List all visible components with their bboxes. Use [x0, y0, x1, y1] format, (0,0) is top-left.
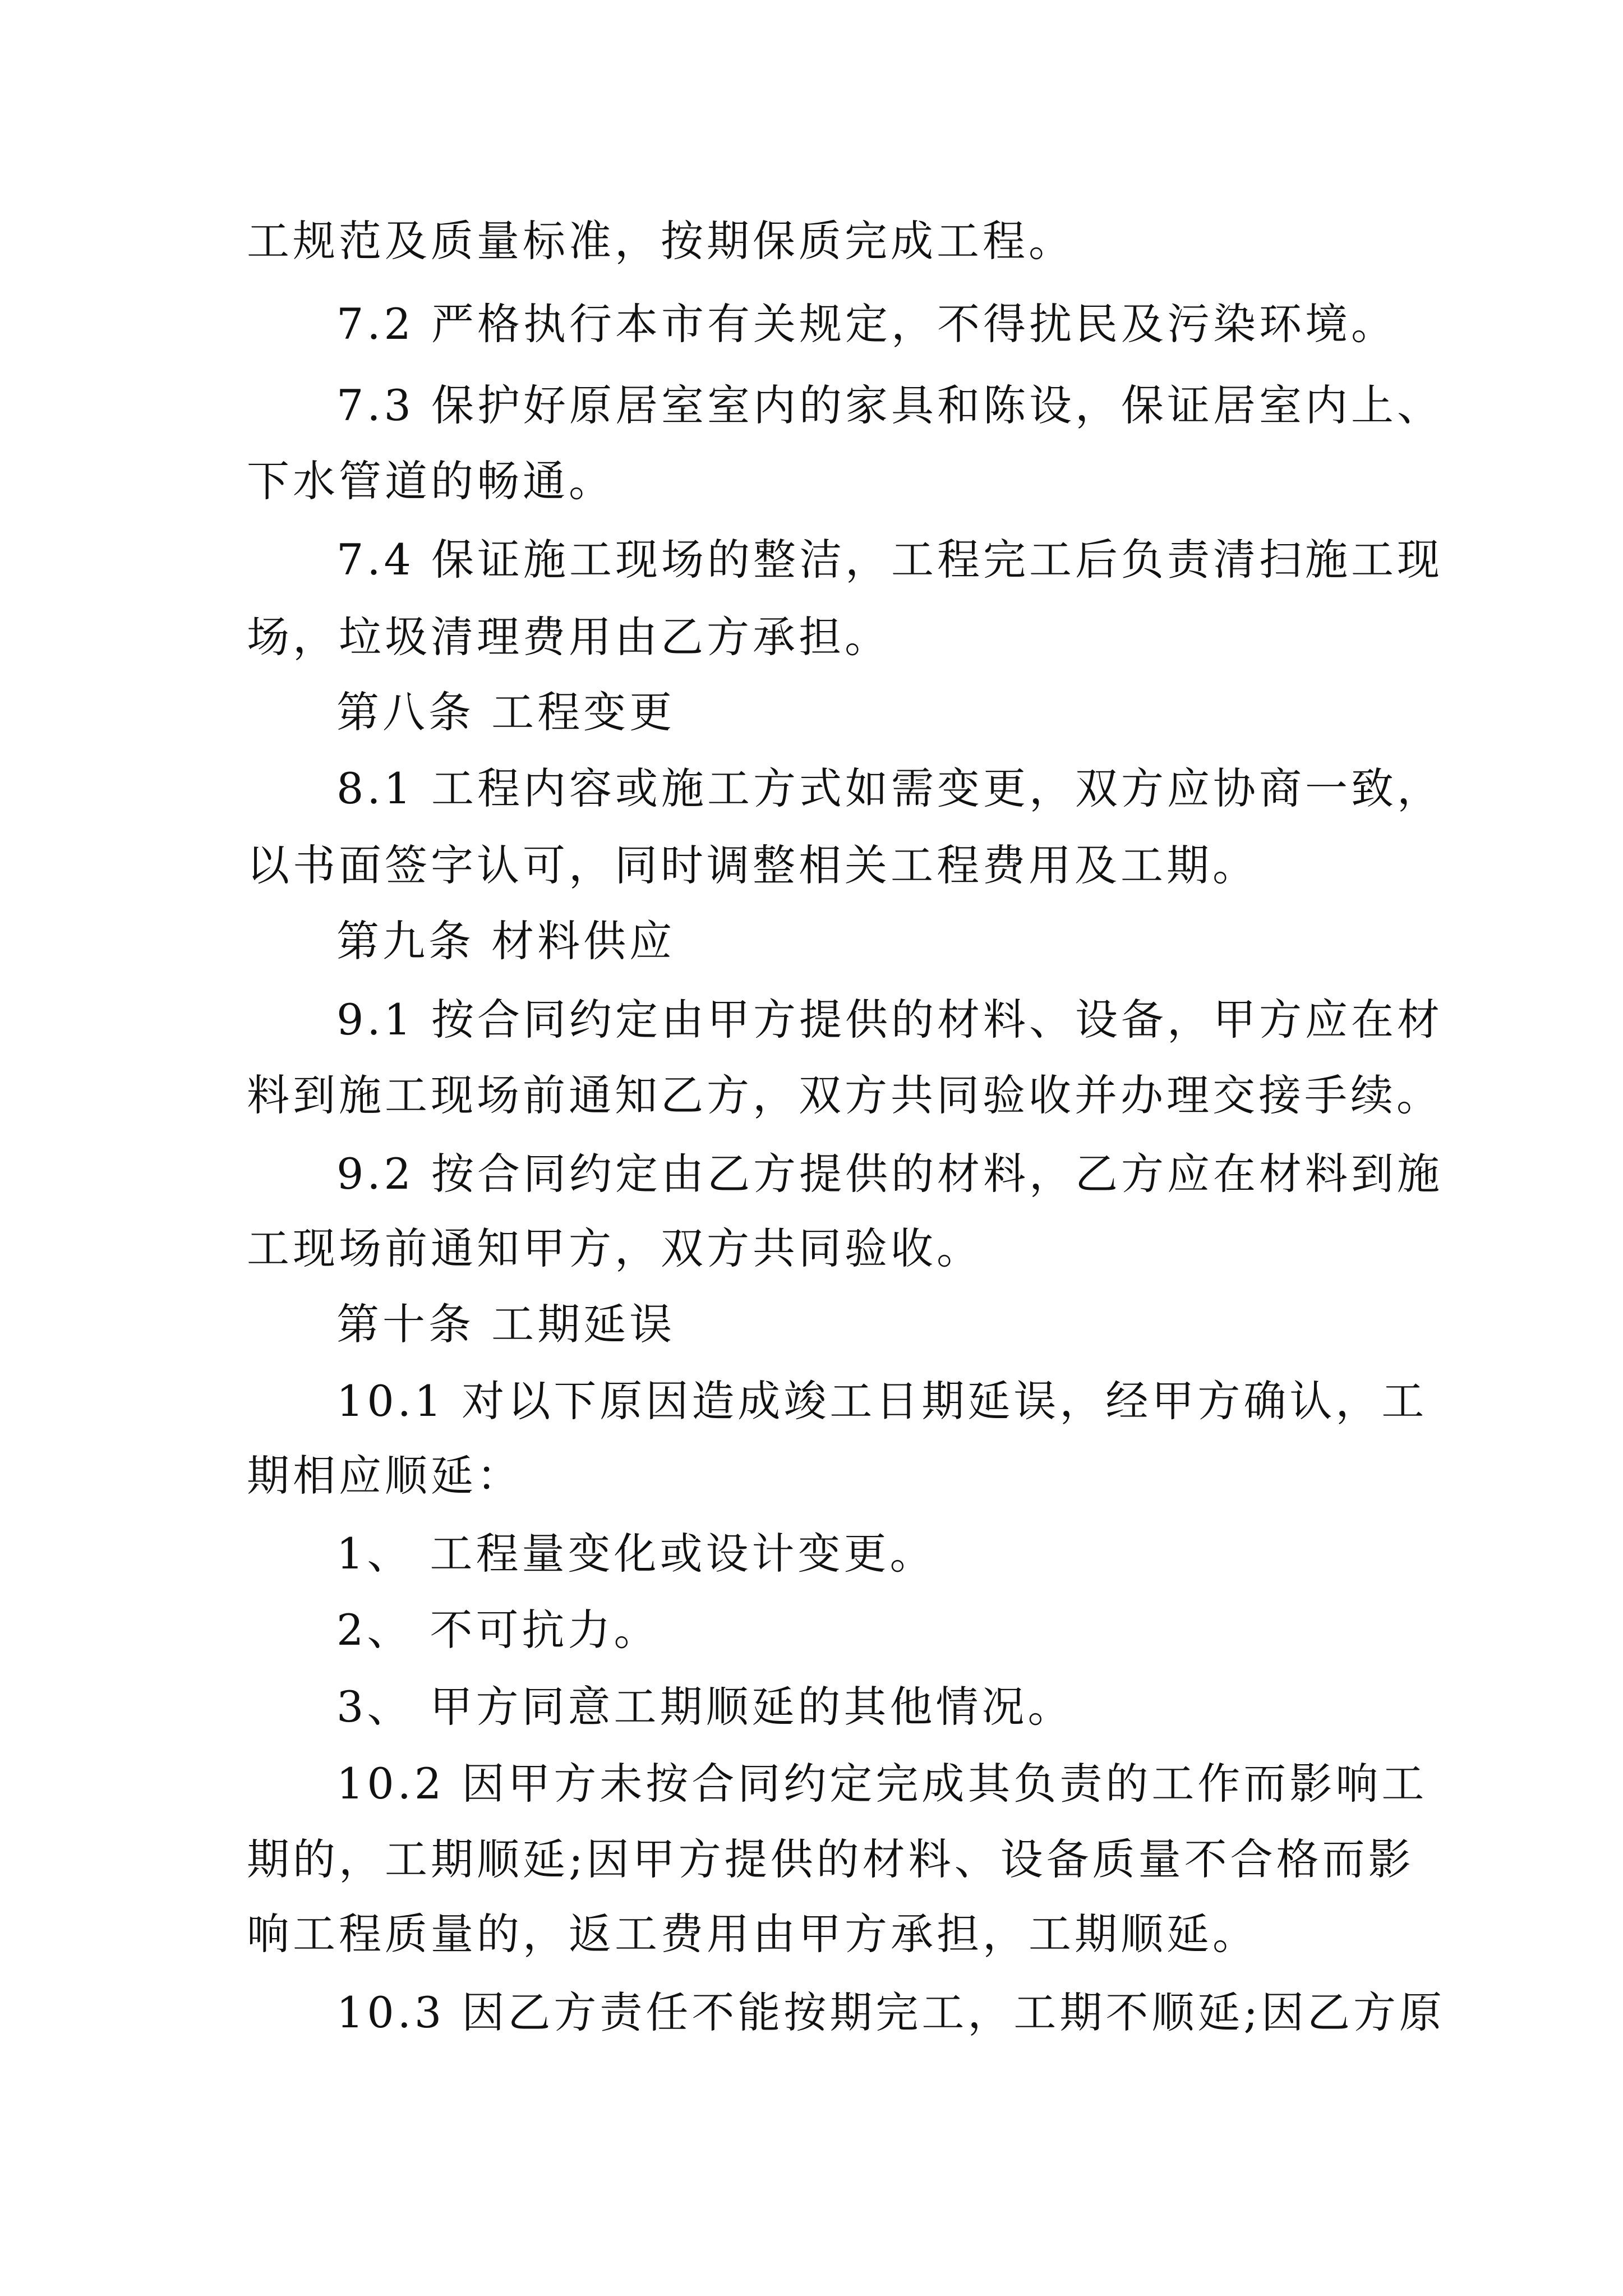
section-heading: 第十条 工期延误 [336, 1299, 676, 1349]
text-line: 7.3 保护好原居室室内的家具和陈设，保证居室内上、 [336, 380, 1444, 430]
section-heading: 第九条 材料供应 [336, 916, 676, 966]
text-line: 期相应顺延： [247, 1451, 523, 1501]
text-line: 7.2 严格执行本市有关规定，不得扰民及污染环境。 [336, 299, 1398, 349]
text-line: 10.3 因乙方责任不能按期完工，工期不顺延;因乙方原 [336, 1987, 1445, 2037]
text-line: 9.1 按合同约定由甲方提供的材料、设备，甲方应在材 [336, 995, 1444, 1045]
text-line: 7.4 保证施工现场的整洁，工程完工后负责清扫施工现 [336, 535, 1444, 585]
list-item: 1、 工程量变化或设计变更。 [336, 1529, 936, 1579]
list-item: 3、 甲方同意工期顺延的其他情况。 [336, 1682, 1074, 1732]
list-item: 2、 不可抗力。 [336, 1605, 660, 1655]
text-line: 期的，工期顺延;因甲方提供的材料、设备质量不合格而影 [247, 1834, 1414, 1884]
text-line: 下水管道的畅通。 [247, 456, 615, 506]
text-line: 响工程质量的，返工费用由甲方承担，工期顺延。 [247, 1909, 1258, 1959]
text-line: 9.2 按合同约定由乙方提供的材料，乙方应在材料到施 [336, 1149, 1444, 1199]
text-line: 10.2 因甲方未按合同约定完成其负责的工作而影响工 [336, 1759, 1428, 1809]
text-line: 以书面签字认可，同时调整相关工程费用及工期。 [247, 840, 1258, 890]
text-line: 工规范及质量标准，按期保质完成工程。 [247, 216, 1075, 266]
text-line: 10.1 对以下原因造成竣工日期延误，经甲方确认，工 [336, 1376, 1428, 1426]
text-line: 8.1 工程内容或施工方式如需变更，双方应协商一致， [336, 763, 1444, 813]
text-line: 料到施工现场前通知乙方，双方共同验收并办理交接手续。 [247, 1070, 1442, 1120]
text-line: 场，垃圾清理费用由乙方承担。 [247, 612, 891, 662]
section-heading: 第八条 工程变更 [336, 687, 676, 737]
text-line: 工现场前通知甲方，双方共同验收。 [247, 1223, 983, 1273]
